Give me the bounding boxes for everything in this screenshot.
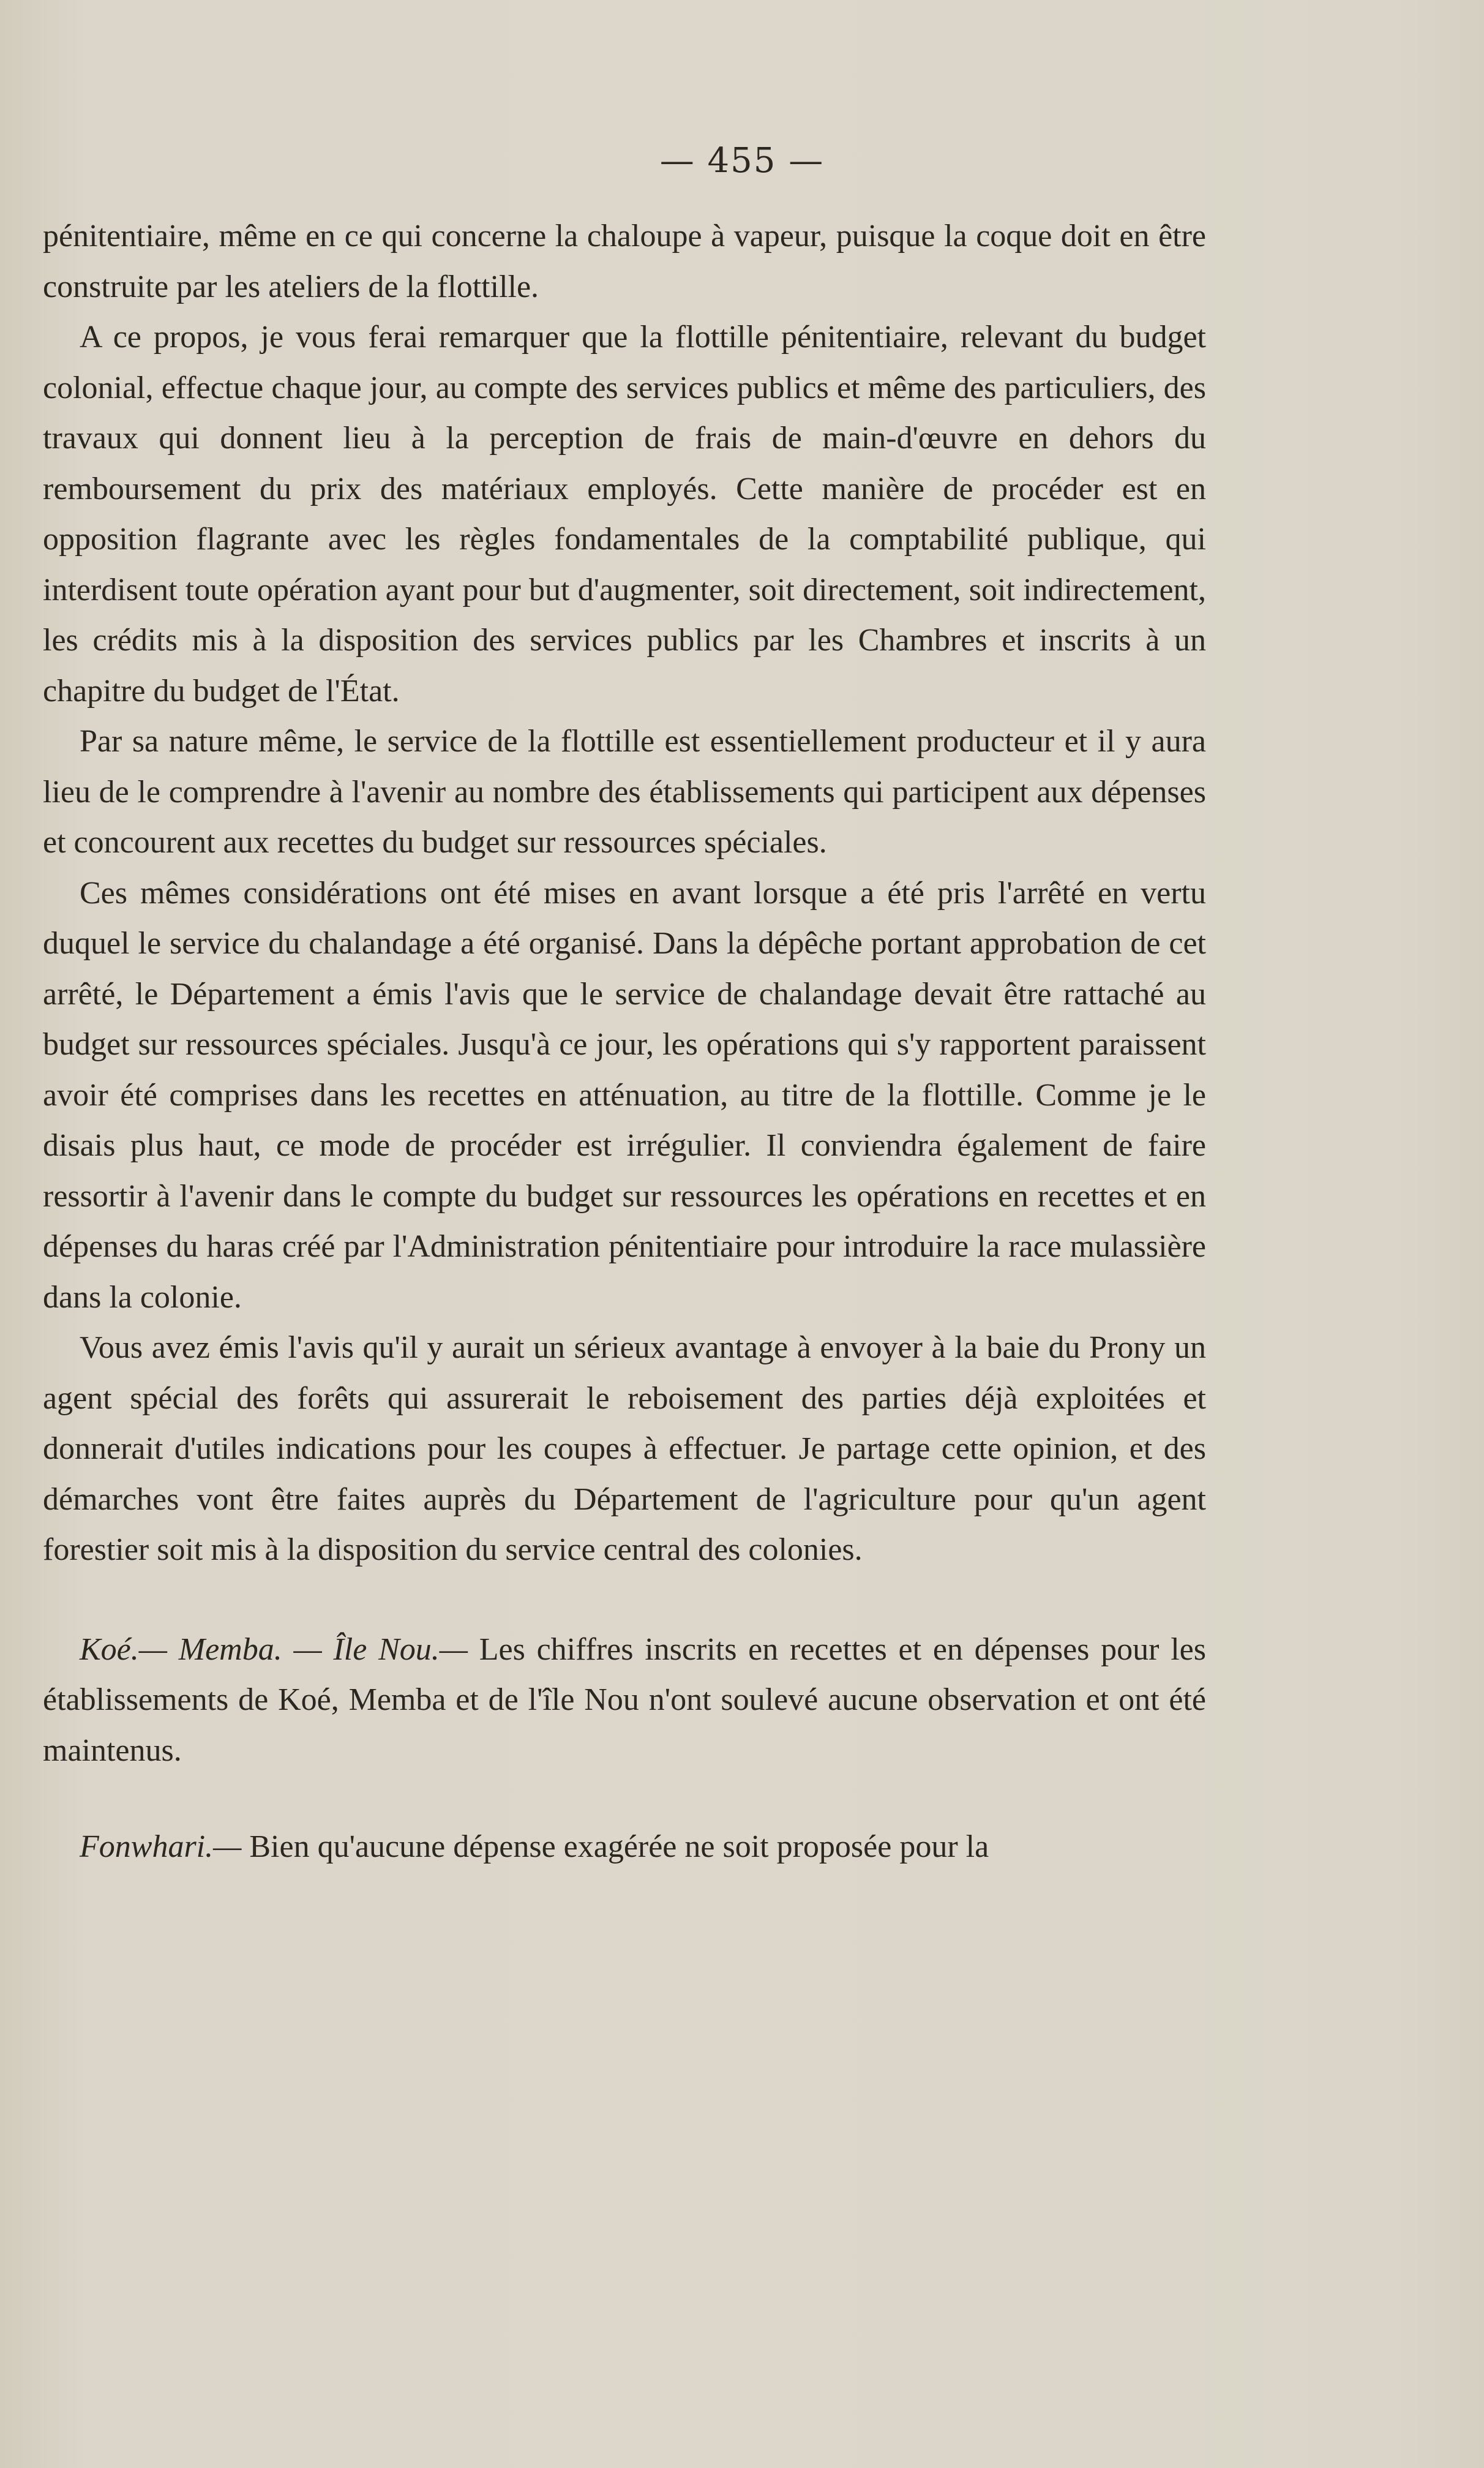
section-koe — [43, 1625, 1206, 1777]
paragraph-3: Par sa nature même, le service de la flottille est essentiellement producteur et il y aura lieu de le comprendre à l'avenir au nombre des établissements qui participent aux dépenses et concourent aux recettes du budget sur ressources spéciales. — [43, 724, 1206, 860]
section-koe-text: Les chiffres inscrits en recettes et en dépenses pour les établissements de Koé, Memba et de l'île Nou n'ont soulevé aucune observation et ont été maintenus. — [43, 1631, 1206, 1768]
paragraph-4: Ces mêmes considérations ont été mises en avant lorsque a été pris l'arrêté en vertu duquel le service du chalandage a été organisé. Dans la dépêche portant approbation de cet arrêté, le Département a émis l'avis que le service de chalandage devait être rattaché au budget sur ressources spéciales. Jusqu'à ce jour, les opérations qui s'y rapportent paraissent avoir été comprises dans les recettes en atténuation, au titre de la flottille. Comme je le disais plus haut, ce mode de procéder est irrégulier. Il conviendra également de faire ressortir à l'avenir dans le compte du budget sur ressources les opérations en recettes et en dépenses du haras créé par l'Administration pénitentiaire pour introduire la race mulassière dans la colonie. — [43, 875, 1206, 1315]
section-fonwhari-heading: Fonwhari.— — [80, 1829, 242, 1864]
paragraph-2: A ce propos, je vous ferai remarquer que la flottille pénitentiaire, relevant du budget colonial, effectue chaque jour, au compte des services publics et même des particuliers, des travaux qui donnent lieu à la perception de frais de main-d'œuvre en dehors du remboursement du prix des matériaux employés. Cette manière de procéder est en opposition flagrante avec les règles fondamentales de la comptabilité publique, qui interdisent toute opération ayant pour but d'augmenter, soit directement, soit indirectement, les crédits mis à la disposition des services publics par les Chambres et inscrits à un chapitre du budget de l'État. — [43, 320, 1206, 709]
section-fonwhari-text: Bien qu'aucune dépense exagérée ne soit proposée pour la — [241, 1829, 989, 1864]
body-text — [43, 211, 1206, 1873]
paragraph-1: pénitentiaire, même en ce qui concerne la chaloupe à vapeur, puisque la coque doit en être construite par les ateliers de la flottille. — [43, 219, 1206, 304]
page-number: — 455 — — [659, 141, 825, 181]
section-koe-heading: Koé.— Memba. — Île Nou.— — [80, 1631, 468, 1667]
section-fonwhari — [43, 1822, 1206, 1873]
paragraph-5: Vous avez émis l'avis qu'il y aurait un sérieux avantage à envoyer à la baie du Prony un agent spécial des forêts qui assurerait le reboisement des parties déjà exploitées et donnerait d'utiles indications pour les coupes à effectuer. Je partage cette opinion, et des démarches vont être faites auprès du Département de l'agriculture pour qu'un agent forestier soit mis à la disposition du service central des colonies. — [43, 1330, 1206, 1567]
